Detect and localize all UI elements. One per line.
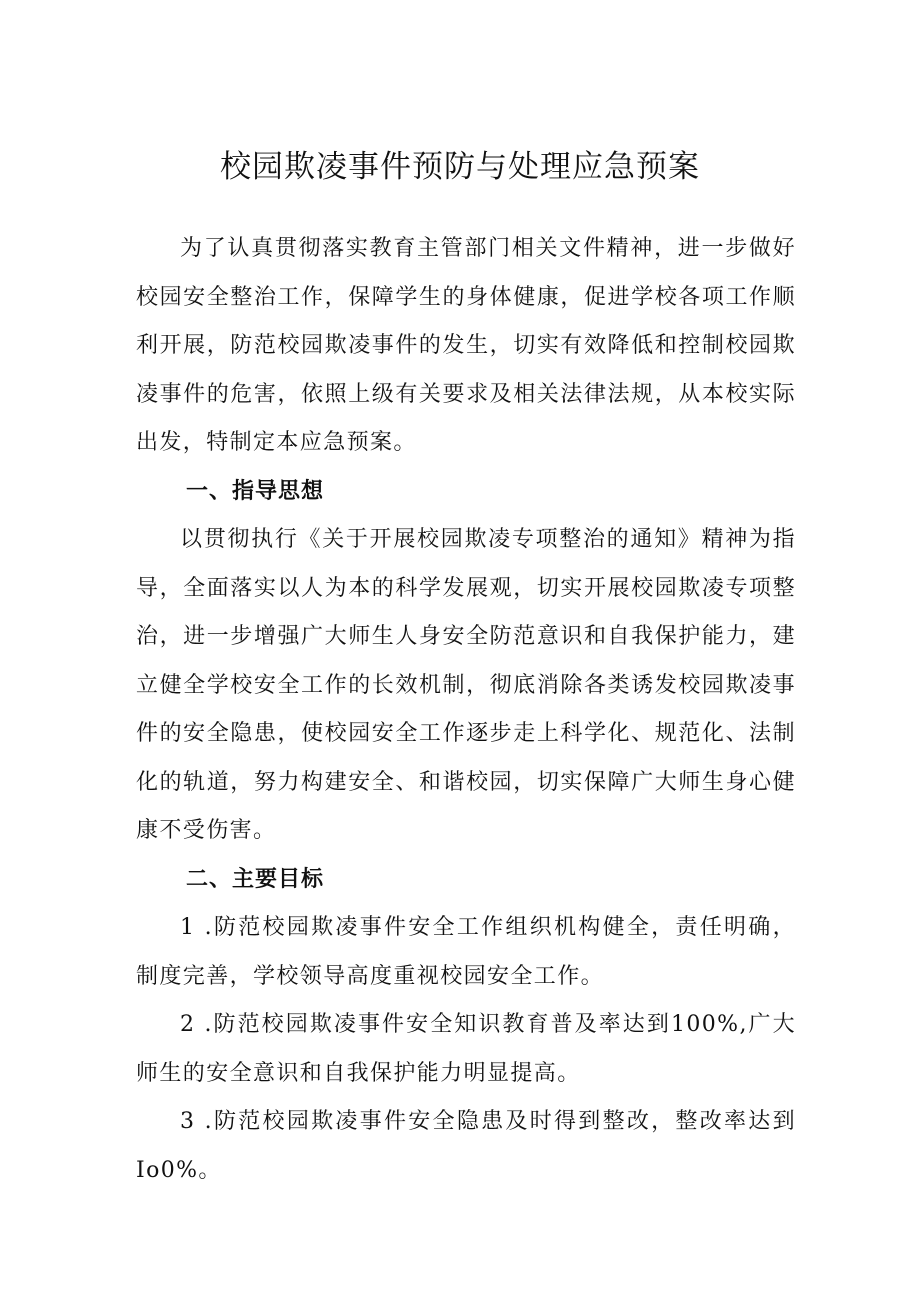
section-heading: 二、主要目标 [186,866,325,892]
goal-item-3: 3 .防范校园欺凌事件安全隐患及时得到整改，整改率达到Io0%。 [136,1109,796,1183]
section-guiding-ideology [136,468,796,856]
document-body [136,225,796,1195]
goal-item-1: 1 .防范校园欺凌事件安全工作组织机构健全，责任明确，制度完善，学校领导高度重视校园安全工作。 [136,915,796,989]
section-main-goals [136,856,796,1196]
goal-item-2: 2 .防范校园欺凌事件安全知识教育普及率达到100%,广大师生的安全意识和自我保护能力明显提高。 [136,1012,796,1086]
section-paragraph: 以贯彻执行《关于开展校园欺凌专项整治的通知》精神为指导，全面落实以人为本的科学发展观，切实开展校园欺凌专项整治，进一步增强广大师生人身安全防范意识和自我保护能力，建立健全学校安全工作的长效机制，彻底消除各类诱发校园欺凌事件的安全隐患，使校园安全工作逐步走上科学化、规范化、法制化的轨道，努力构建安全、和谐校园，切实保障广大师生身心健康不受伤害。 [136,527,796,843]
document-title: 校园欺凌事件预防与处理应急预案 [220,149,700,185]
intro-paragraph: 为了认真贯彻落实教育主管部门相关文件精神，进一步做好校园安全整治工作，保障学生的身体健康，促进学校各项工作顺利开展，防范校园欺凌事件的发生，切实有效降低和控制校园欺凌事件的危害，依照上级有关要求及相关法律法规，从本校实际出发，特制定本应急预案。 [136,236,796,455]
section-heading: 一、指导思想 [186,478,325,504]
